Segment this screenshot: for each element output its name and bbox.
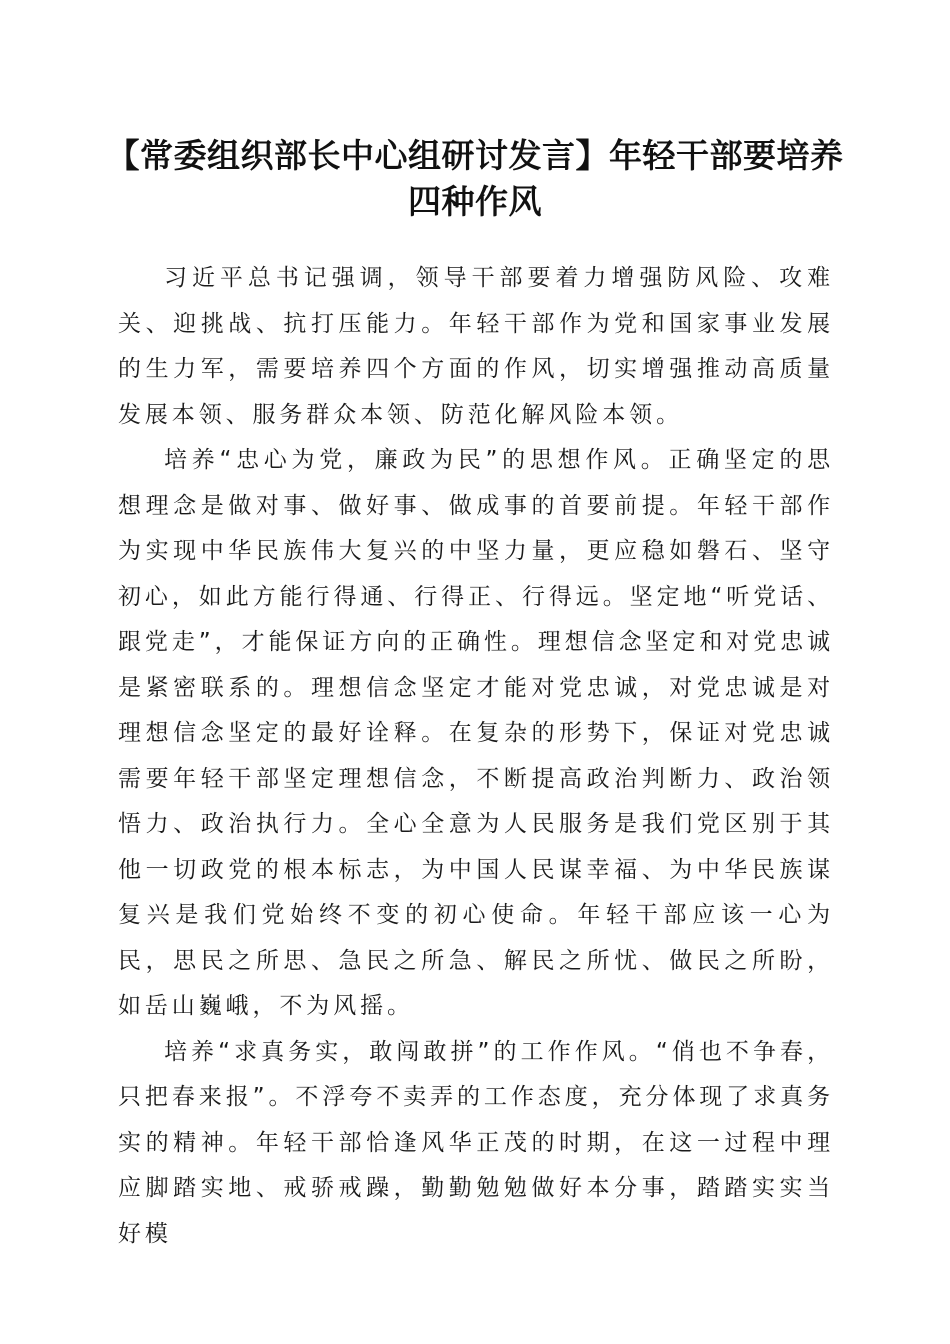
document-body [118,256,834,1257]
paragraph-work-style: 培养“求真务实，敢闯敢拼”的工作作风。“俏也不争春，只把春来报”。不浮夸不卖弄的工作态度，充分体现了求真务实的精神。年轻干部恰逢风华正茂的时期，在这一过程中理应脚踏实地、戒骄戒躁，勤勤勉勉做好本分事，踏踏实实当好模 [118,1038,834,1247]
paragraph-intro: 习近平总书记强调，领导干部要着力增强防风险、攻难关、迎挑战、抗打压能力。年轻干部作为党和国家事业发展的生力军，需要培养四个方面的作风，切实增强推动高质量发展本领、服务群众本领、防范化解风险本领。 [118,265,834,428]
document-title: 【常委组织部长中心组研讨发言】年轻干部要培养四种作风 [106,136,844,221]
paragraph-thinking-style: 培养“忠心为党，廉政为民”的思想作风。正确坚定的思想理念是做对事、做好事、做成事的首要前提。年轻干部作为实现中华民族伟大复兴的中坚力量，更应稳如磐石、坚守初心，如此方能行得通、行得正、行得远。坚定地“听党话、跟党走”，才能保证方向的正确性。理想信念坚定和对党忠诚是紧密联系的。理想信念坚定才能对党忠诚，对党忠诚是对理想信念坚定的最好诠释。在复杂的形势下，保证对党忠诚需要年轻干部坚定理想信念，不断提高政治判断力、政治领悟力、政治执行力。全心全意为人民服务是我们党区别于其他一切政党的根本标志，为中国人民谋幸福、为中华民族谋复兴是我们党始终不变的初心使命。年轻干部应该一心为民，思民之所思、急民之所急、解民之所忧、做民之所盼，如岳山巍峨，不为风摇。 [118,447,834,1019]
